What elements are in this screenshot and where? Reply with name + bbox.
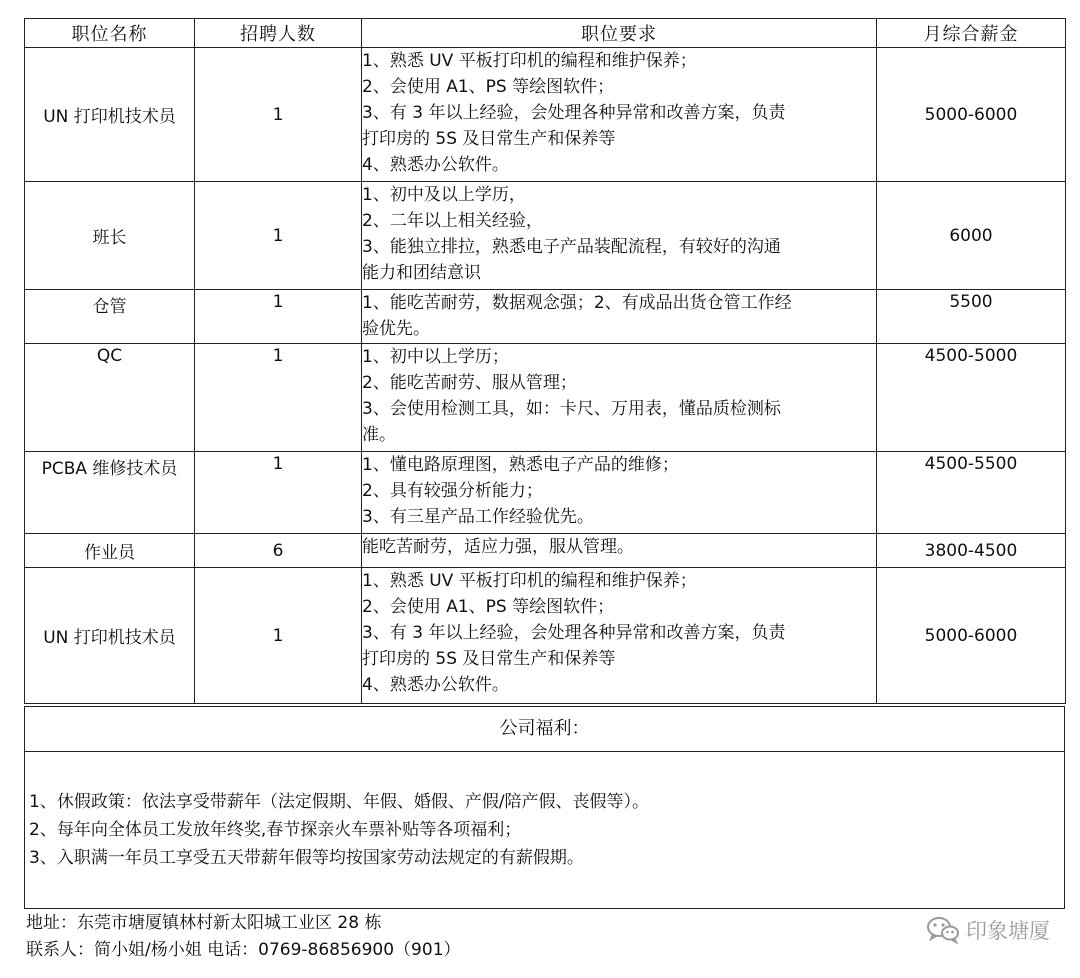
requirement-line: 2、会使用 A1、PS 等绘图软件； <box>362 597 615 617</box>
table-row <box>25 344 1066 452</box>
requirement-line: 1、熟悉 UV 平板打印机的编程和维护保养； <box>362 51 697 71</box>
requirement-line: 4、熟悉办公软件。 <box>362 155 509 175</box>
job-salary: 3800-4500 <box>877 534 1066 568</box>
job-headcount: 1 <box>195 452 362 534</box>
job-title: UN 打印机技术员 <box>25 48 195 182</box>
requirement-line: 1、懂电路原理图，熟悉电子产品的维修； <box>362 455 679 475</box>
requirement-line: 2、二年以上相关经验， <box>362 211 543 231</box>
job-title: QC <box>25 344 195 452</box>
job-headcount: 1 <box>195 568 362 704</box>
table-row <box>25 568 1066 704</box>
company-address: 地址：东莞市塘厦镇林村新太阳城工业区 28 栋 <box>26 913 382 933</box>
header-headcount: 招聘人数 <box>195 19 362 48</box>
contact-info: 联系人：简小姐/杨小姐 电话：0769-86856900（901） <box>26 940 461 960</box>
wechat-icon <box>926 916 960 944</box>
requirement-line: 能吃苦耐劳，适应力强，服从管理。 <box>362 537 634 557</box>
job-title: 仓管 <box>25 290 195 344</box>
job-salary: 5000-6000 <box>877 568 1066 704</box>
job-requirements <box>362 48 877 182</box>
watermark-text: 印象塘厦 <box>966 919 1050 943</box>
requirement-line: 能力和团结意识 <box>362 263 481 283</box>
job-salary: 6000 <box>877 182 1066 290</box>
watermark <box>926 915 1050 945</box>
job-headcount: 1 <box>195 182 362 290</box>
requirement-line: 1、初中以上学历； <box>362 347 509 367</box>
requirement-line: 1、熟悉 UV 平板打印机的编程和维护保养； <box>362 571 697 591</box>
benefit-item: 1、休假政策：依法享受带薪年（法定假期、年假、婚假、产假/陪产假、丧假等）。 <box>29 792 650 812</box>
job-headcount: 6 <box>195 534 362 568</box>
requirement-line: 验优先。 <box>362 319 430 339</box>
job-salary: 4500-5000 <box>877 344 1066 452</box>
requirement-line: 3、能独立排拉，熟悉电子产品装配流程，有较好的沟通 <box>362 237 781 257</box>
job-requirements <box>362 568 877 704</box>
requirement-line: 3、有三星产品工作经验优先。 <box>362 507 594 527</box>
job-title: UN 打印机技术员 <box>25 568 195 704</box>
benefit-item: 3、入职满一年员工享受五天带薪年假等均按国家劳动法规定的有薪假期。 <box>29 848 584 868</box>
header-requirements: 职位要求 <box>362 19 877 48</box>
footer <box>26 910 461 964</box>
table-row <box>25 182 1066 290</box>
job-requirements <box>362 182 877 290</box>
table-row <box>25 452 1066 534</box>
job-requirements <box>362 290 877 344</box>
requirement-line: 2、具有较强分析能力； <box>362 481 543 501</box>
table-header-row <box>25 19 1066 48</box>
requirement-line: 2、会使用 A1、PS 等绘图软件； <box>362 77 615 97</box>
job-title: 作业员 <box>25 534 195 568</box>
job-salary: 5000-6000 <box>877 48 1066 182</box>
benefits-title: 公司福利： <box>24 706 1065 752</box>
table-row <box>25 48 1066 182</box>
requirement-line: 3、有 3 年以上经验，会处理各种异常和改善方案，负责 <box>362 103 786 123</box>
requirement-line: 打印房的 5S 及日常生产和保养等 <box>362 649 616 669</box>
table-row <box>25 534 1066 568</box>
requirement-line: 1、能吃苦耐劳，数据观念强；2、有成品出货仓管工作经 <box>362 293 792 313</box>
benefits-list <box>24 752 1065 909</box>
job-salary: 4500-5500 <box>877 452 1066 534</box>
job-requirements <box>362 534 877 568</box>
benefit-item: 2、每年向全体员工发放年终奖,春节探亲火车票补贴等各项福利； <box>29 820 522 840</box>
job-salary: 5500 <box>877 290 1066 344</box>
table-row <box>25 290 1066 344</box>
requirement-line: 1、初中及以上学历， <box>362 185 526 205</box>
requirement-line: 3、有 3 年以上经验，会处理各种异常和改善方案，负责 <box>362 623 786 643</box>
header-salary: 月综合薪金 <box>877 19 1066 48</box>
jobs-table <box>24 18 1066 704</box>
job-headcount: 1 <box>195 344 362 452</box>
job-requirements <box>362 344 877 452</box>
requirement-line: 4、熟悉办公软件。 <box>362 675 509 695</box>
job-headcount: 1 <box>195 48 362 182</box>
requirement-line: 3、会使用检测工具，如：卡尺、万用表，懂品质检测标 <box>362 399 781 419</box>
requirement-line: 2、能吃苦耐劳、服从管理； <box>362 373 577 393</box>
requirement-line: 打印房的 5S 及日常生产和保养等 <box>362 129 616 149</box>
job-title: 班长 <box>25 182 195 290</box>
job-title: PCBA 维修技术员 <box>25 452 195 534</box>
header-job-title: 职位名称 <box>25 19 195 48</box>
requirement-line: 准。 <box>362 425 396 445</box>
job-headcount: 1 <box>195 290 362 344</box>
job-requirements <box>362 452 877 534</box>
